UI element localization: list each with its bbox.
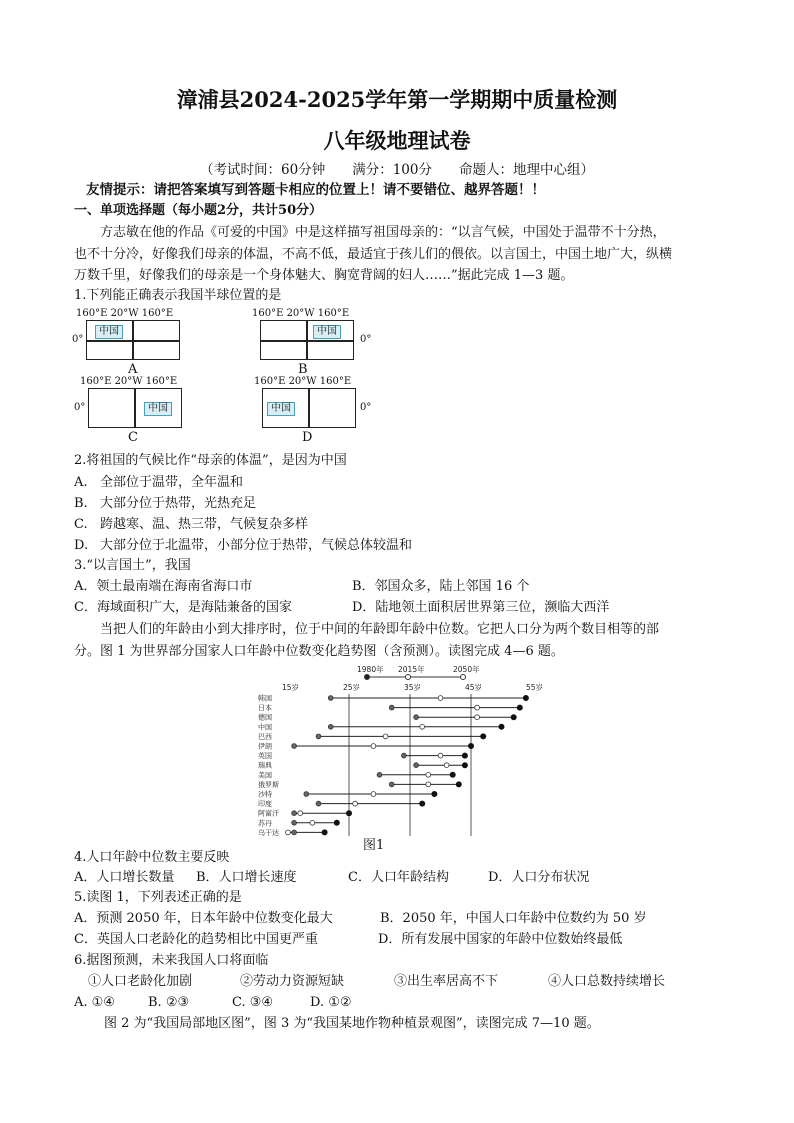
point-2015 — [298, 811, 303, 816]
statement-item: ④人口总数持续增长 — [548, 974, 666, 989]
option-row[interactable]: B．邻国众多，陆上邻国 16 个 — [352, 579, 530, 594]
point-2050 — [517, 705, 522, 710]
country-label: 沙特 — [258, 790, 272, 799]
point-2050 — [462, 763, 467, 768]
country-label: 俄罗斯 — [258, 780, 279, 789]
question-6-stem: 6.据图预测，未来我国人口将面临 — [74, 953, 269, 968]
country-label: 苏丹 — [258, 819, 272, 828]
point-1980 — [292, 820, 297, 825]
china-box: 中国 — [95, 325, 123, 339]
option-text: 大部分位于热带，光热充足 — [100, 496, 257, 511]
option-row[interactable]: B．人口增长速度 — [196, 870, 297, 885]
point-2015 — [438, 696, 443, 701]
option-label-c[interactable]: C — [128, 430, 138, 445]
point-2015 — [426, 772, 431, 777]
statement-item: ①人口老龄化加剧 — [88, 974, 193, 989]
option-row[interactable]: B. ②③ — [148, 995, 190, 1010]
point-1980 — [389, 782, 394, 787]
point-1980 — [316, 734, 321, 739]
country-label: 阿富汗 — [258, 809, 279, 818]
option-key: C. — [74, 517, 88, 532]
option-row[interactable]: C. ③④ — [232, 995, 274, 1010]
page-subtitle: 八年级地理试卷 — [323, 128, 471, 153]
point-1980 — [328, 724, 333, 729]
point-2015 — [286, 830, 291, 835]
point-1980 — [292, 744, 297, 749]
x-tick-label: 55岁 — [526, 683, 544, 692]
legend-marker — [461, 675, 466, 680]
option-row[interactable]: D. ①② — [310, 995, 352, 1010]
point-2050 — [322, 830, 327, 835]
intro-line: 方志敏在他的作品《可爱的中国》中是这样描写祖国母亲的：“以言气候，中国处于温带不十分热， — [100, 225, 666, 240]
question-3-stem: 3.“以言国土”，我国 — [74, 558, 191, 573]
zero-latitude-label: 0° — [72, 334, 84, 345]
question-2-options — [74, 472, 412, 556]
intro-line: 万数千里，好像我们的母亲是一个身体魅大、胸宽背阔的妇人……”据此完成 1—3 题。 — [74, 268, 574, 283]
point-1980 — [292, 811, 297, 816]
point-2050 — [432, 791, 437, 796]
option-row[interactable]: A．领土最南端在海南省海口市 — [74, 579, 253, 594]
option-label-a[interactable]: A — [128, 362, 138, 377]
point-1980 — [316, 801, 321, 806]
x-tick-label: 45岁 — [465, 683, 483, 692]
exam-info: （考试时间：60分钟 满分：100分 命题人：地理中心组） — [200, 162, 594, 178]
option-row[interactable]: B．2050 年，中国人口年龄中位数约为 50 岁 — [380, 911, 647, 926]
legend-marker — [406, 675, 411, 680]
option-row[interactable]: C．英国人口老龄化的趋势相比中国更严重 — [74, 932, 318, 947]
passage-line: 分。图 1 为世界部分国家人口年龄中位数变化趋势图（含预测）。读图完成 4—6 题。 — [74, 643, 564, 659]
option-label-b[interactable]: B — [298, 362, 308, 377]
chart-caption: 图1 — [363, 838, 385, 853]
china-box: 中国 — [144, 402, 172, 416]
point-1980 — [377, 772, 382, 777]
point-2050 — [420, 801, 425, 806]
page-title: 漳浦县2024-2025学年第一学期期中质量检测 — [176, 87, 618, 112]
option-row[interactable] — [74, 514, 412, 535]
point-2050 — [334, 820, 339, 825]
point-2050 — [511, 715, 516, 720]
point-2015 — [426, 782, 431, 787]
option-row[interactable]: A．人口增长数量 — [74, 870, 175, 885]
hemisphere-grid-b — [260, 320, 354, 360]
statement-item: ③出生率居高不下 — [394, 974, 499, 989]
country-label: 印度 — [258, 800, 272, 809]
point-2050 — [468, 743, 473, 748]
point-2015 — [475, 715, 480, 720]
option-row[interactable]: D．所有发展中国家的年龄中位数始终最低 — [378, 932, 623, 947]
section-heading: 一、单项选择题（每小题2分，共计50分） — [74, 203, 323, 218]
option-key: A. — [74, 475, 88, 490]
china-box: 中国 — [313, 325, 341, 339]
point-2015 — [475, 705, 480, 710]
point-2050 — [499, 724, 504, 729]
point-2015 — [310, 820, 315, 825]
option-key: D. — [74, 538, 89, 553]
point-2050 — [450, 772, 455, 777]
hemisphere-grid-a — [86, 320, 180, 360]
country-label: 乌干达 — [258, 828, 279, 836]
point-2050 — [346, 811, 351, 816]
country-label: 德国 — [258, 713, 272, 722]
point-2015 — [353, 801, 358, 806]
legend-label: 2015年 — [398, 665, 425, 674]
option-text: 全部位于温带，全年温和 — [100, 475, 244, 490]
passage-line: 当把人们的年龄由小到大排序时，位于中间的年龄即年龄中位数。它把人口分为两个数目相等的部 — [100, 622, 660, 637]
point-1980 — [414, 715, 419, 720]
point-1980 — [414, 763, 419, 768]
point-1980 — [389, 705, 394, 710]
country-label: 韩国 — [258, 694, 272, 703]
country-label: 中国 — [258, 723, 272, 732]
country-label: 美国 — [258, 771, 272, 780]
country-label: 瑞典 — [258, 761, 272, 770]
point-1980 — [402, 753, 407, 758]
question-2-stem: 2.将祖国的气候比作“母亲的体温”，是因为中国 — [74, 453, 347, 468]
legend-marker — [365, 675, 370, 680]
hemisphere-top-label: 160°E 20°W 160°E — [252, 308, 350, 319]
option-row[interactable]: D．人口分布状况 — [488, 870, 590, 885]
option-row[interactable] — [74, 493, 412, 514]
country-label: 伊朗 — [258, 742, 272, 751]
zero-latitude-label: 0° — [74, 402, 86, 413]
x-tick-label: 35岁 — [404, 683, 422, 692]
option-row[interactable] — [74, 535, 412, 556]
option-row[interactable]: D．陆地领土面积居世界第三位，濒临大西洋 — [352, 600, 610, 615]
question-4-stem: 4.人口年龄中位数主要反映 — [74, 850, 230, 865]
point-2050 — [523, 695, 528, 700]
median-age-chart — [250, 660, 550, 836]
intro-line: 也不十分冷，好像我们母亲的体温，不高不低，最适宜于孩儿们的偎依。以言国土，中国土地广大，纵横 — [74, 246, 673, 262]
legend-label: 2050年 — [453, 665, 480, 674]
option-row[interactable]: C．人口年龄结构 — [348, 870, 449, 885]
option-text: 大部分位于北温带，小部分位于热带，气候总体较温和 — [100, 538, 413, 553]
option-row[interactable] — [74, 472, 412, 493]
point-1980 — [304, 792, 309, 797]
zero-latitude-label: 0° — [360, 402, 372, 413]
option-row[interactable]: A．预测 2050 年，日本年龄中位数变化最大 — [74, 911, 333, 926]
tail-instruction: 图 2 为“我国局部地区图”，图 3 为“我国某地作物种植景观图”，读图完成 7—10 题。 — [104, 1016, 600, 1031]
country-label: 日本 — [258, 704, 272, 713]
china-box: 中国 — [267, 402, 295, 416]
point-2015 — [438, 753, 443, 758]
point-1980 — [328, 696, 333, 701]
option-key: B. — [74, 496, 88, 511]
point-2050 — [462, 753, 467, 758]
x-tick-label: 25岁 — [343, 683, 361, 692]
country-label: 英国 — [258, 752, 272, 761]
passage-2 — [74, 619, 734, 662]
point-2015 — [420, 724, 425, 729]
x-tick-label: 15岁 — [282, 683, 300, 692]
point-2015 — [371, 744, 376, 749]
hemisphere-top-label: 160°E 20°W 160°E — [254, 376, 352, 387]
hemisphere-top-label: 160°E 20°W 160°E — [80, 376, 178, 387]
option-text: 跨越寒、温、热三带，气候复杂多样 — [100, 517, 309, 532]
notice: 友情提示：请把答案填写到答题卡相应的位置上！请不要错位、越界答题！！ — [86, 182, 545, 198]
point-2015 — [444, 763, 449, 768]
point-2015 — [371, 792, 376, 797]
point-2050 — [481, 734, 486, 739]
point-2015 — [383, 734, 388, 739]
country-label: 巴西 — [258, 732, 272, 741]
hemisphere-grid-c — [88, 388, 182, 428]
legend-label: 1980年 — [357, 665, 384, 674]
option-row[interactable]: A. ①④ — [74, 995, 115, 1010]
intro-passage — [74, 222, 734, 287]
hemisphere-top-label: 160°E 20°W 160°E — [76, 308, 174, 319]
question-5-stem: 5.读图 1，下列表述正确的是 — [74, 890, 242, 905]
hemisphere-grid-d — [262, 388, 356, 428]
question-1-stem: 1.下列能正确表示我国半球位置的是 — [74, 288, 282, 303]
option-row[interactable]: C．海域面积广大，是海陆兼备的国家 — [74, 600, 292, 615]
option-label-d[interactable]: D — [302, 430, 313, 445]
point-1980 — [292, 830, 297, 835]
zero-latitude-label: 0° — [360, 334, 372, 345]
point-2050 — [456, 782, 461, 787]
statement-item: ②劳动力资源短缺 — [240, 974, 345, 989]
